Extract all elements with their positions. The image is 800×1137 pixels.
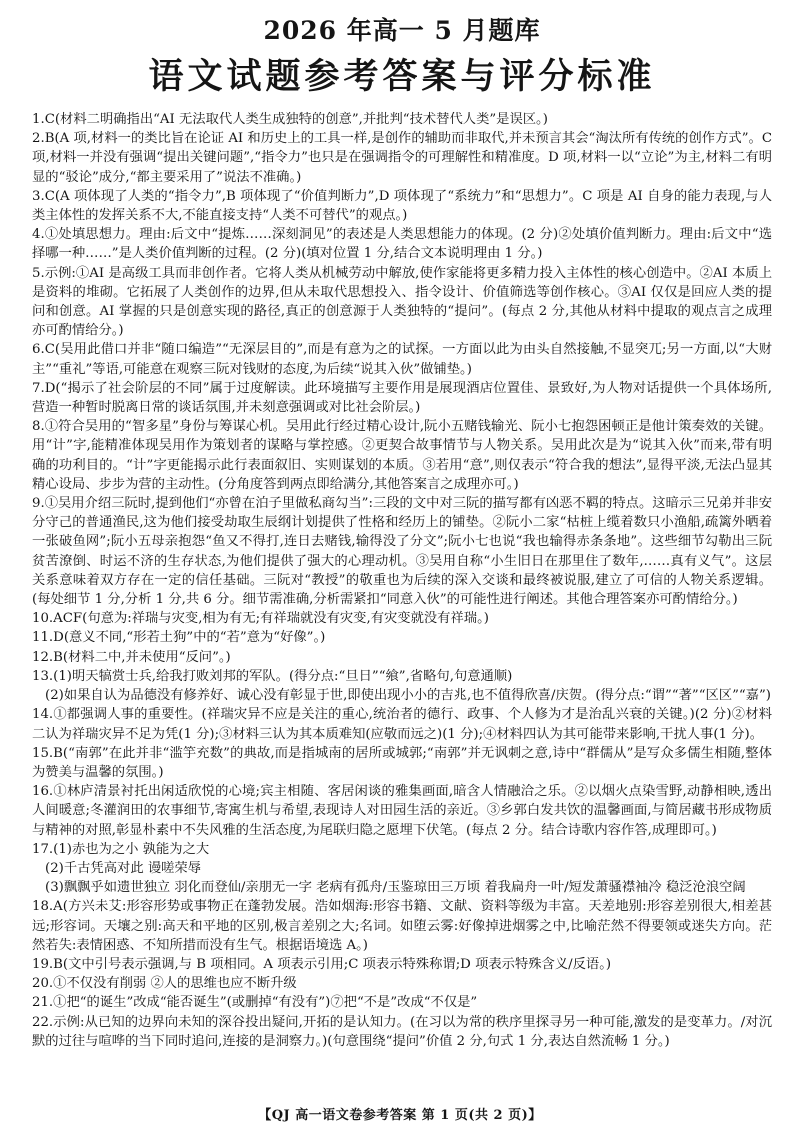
- answer-number: 1.: [32, 112, 45, 127]
- answer-item: [32, 648, 772, 667]
- answer-item: [32, 667, 772, 705]
- answer-number: 20.: [32, 976, 54, 992]
- answer-item: [32, 897, 772, 955]
- answer-text: (1)明天犒赏士兵,给我打败刘邦的军队。(得分点:“旦日”“飨”,省略句,句意通顺): [53, 668, 513, 684]
- answer-item: [32, 264, 772, 341]
- answer-text: (1)赤也为之小 孰能为之大: [53, 841, 210, 857]
- answer-text: B(A 项,材料一的类比旨在论证 AI 和历史上的工具一样,是创作的辅助而非取代,并未预言其会“淘汰所有传统的创作方式”。C 项,材料一并没有强调“提出关键问题”,“指令力”也只是在强调指令的可理解性和精准度。D 项,材料一以“立论”为主,材料二有明显的“驳论”成分,“都主要采用了”说法不准确。): [32, 131, 772, 185]
- answer-item: [32, 340, 772, 378]
- answer-number: 10.: [32, 611, 54, 627]
- answer-item: [32, 840, 772, 898]
- answer-item: [32, 1013, 772, 1051]
- answer-text: C(吴用此借口并非“随口编造”“无深层目的”,而是有意为之的试探。一方面以此为由头自然接触,不显突兀;另一方面,以“大财主”“重礼”等语,可能意在观察三阮对钱财的态度,为后续“说其入伙”做铺垫。): [32, 342, 772, 377]
- answer-number: 18.: [32, 899, 54, 915]
- answer-text: ①都强调人事的重要性。(祥瑞灾异不应是关注的重心,统治者的德行、政事、个人修为才是治乱兴衰的关键。)(2 分)②材料二认为祥瑞灾异不足为凭(1 分);③材料三认为其本质难知(应敬而远之)(1 分);④材料四认为其可能带来影响,干扰人事(1 分)。: [32, 707, 772, 742]
- answer-number: 15.: [32, 745, 54, 761]
- answer-item: [32, 993, 772, 1012]
- answer-number: 3.: [32, 188, 45, 204]
- answer-text: B(材料二中,并未使用“反问”。): [53, 649, 231, 665]
- answer-text: 示例:从已知的边界向未知的深谷投出疑问,开拓的是认知力。(在习以为常的秩序里探寻另一种可能,激发的是变革力。/对沉默的过往与喧哗的当下同时追问,连接的是洞察力。)(句意围绕“提问”价值 2 分,句式 1 分,表达自然流畅 1 分。): [32, 1014, 772, 1049]
- answer-number: 19.: [32, 956, 54, 972]
- answer-number: 5.: [32, 265, 45, 281]
- answer-number: 4.: [32, 227, 45, 243]
- answer-item: [32, 628, 772, 647]
- document-title: 语文试题参考答案与评分标准: [148, 56, 656, 97]
- answer-text: 示例:①AI 是高级工具而非创作者。它将人类从机械劳动中解放,使作家能将更多精力投入主体性的核心创造中。②AI 本质上是资料的堆砌。它拓展了人类创作的边界,但从未取代思想投入、指令设计、价值筛选等创作核心。③AI 仅仅是回应人类的提问和创意。AI 掌握的只是创意实现的路径,真正的创意源于人类独特的“提问”。(每点 2 分,其他从材料中提取的观点言之成理亦可酌情给分。): [32, 265, 772, 339]
- answer-item: [32, 744, 772, 782]
- answer-item: [32, 417, 772, 494]
- answer-number: 21.: [32, 995, 54, 1011]
- answer-item: [32, 225, 772, 263]
- answer-subline: (2)千古凭高对此 谩嗟荣辱: [45, 860, 202, 876]
- answer-text: ①林庐清景衬托出闲适欣悦的心境;宾主相随、客居闲谈的雅集画面,暗含人情融洽之乐。②以烟火点染雪野,动静相映,透出人间暖意;冬灌润田的农事细节,寄寓生机与希望,表现诗人对田园生活的亲近。③乡郭白发共饮的温馨画面,与简居藏书形成物质与精神的对照,彰显朴素中不失风雅的生活态度,为尾联归隐之愿埋下伏笔。(每点 2 分。结合诗歌内容作答,成理即可。): [32, 784, 772, 838]
- answer-subline: (2)如果自认为品德没有修养好、诚心没有彰显于世,即使出现小小的吉兆,也不值得欣喜/庆贺。(得分点:“谓”“著”“区区”“嘉”): [45, 688, 771, 704]
- answer-item: [32, 110, 772, 129]
- answer-number: 17.: [32, 841, 54, 857]
- answer-number: 22.: [32, 1014, 54, 1030]
- answer-number: 6.: [32, 342, 45, 358]
- answer-list: [32, 110, 772, 1051]
- answer-item: [32, 705, 772, 743]
- exam-subtitle: 2026 年高一 5 月题库: [263, 16, 541, 45]
- answer-item: [32, 187, 772, 225]
- answer-text: ①符合吴用的“智多星”身份与筹谋心机。吴用此行经过精心设计,阮小五赌钱输光、阮小七抱怨困顿正是他计策奏效的关键。用“计”字,能精准体现吴用作为策划者的谋略与掌控感。②更契合故事情节与人物关系。吴用此次是为“说其入伙”而来,带有明确的功利目的。“计”字更能揭示此行表面叙旧、实则谋划的本质。③若用“意”,则仅表示“符合我的想法”,显得平淡,无法凸显其精心设局、步步为营的主动性。(分角度答到两点即给满分,其他答案言之成理亦可。): [32, 419, 772, 492]
- answer-text: ①把“的诞生”改成“能否诞生”(或删掉“有没有”)⑦把“不是”改成“不仅是”: [53, 995, 478, 1011]
- answer-number: 16.: [32, 784, 54, 800]
- header: [32, 14, 772, 100]
- page-footer: 【QJ 高一语文卷参考答案 第 1 页(共 2 页)】: [258, 1108, 542, 1123]
- answer-text: ①吴用介绍三阮时,提到他们“亦曾在泊子里做私商勾当”:三段的文中对三阮的描写都有凶恶不羁的特点。这暗示三兄弟并非安分守己的普通渔民,这为他们接受劫取生辰纲计划提供了性格和经历上的铺垫。②阮小二家“枯桩上缆着数只小渔船,疏篱外晒着一张破鱼网”;阮小五母亲抱怨“鱼又不得打,连日去赌钱,输得没了分文”;阮小七也说“我也输得赤条条地”。这些细节勾勒出三阮贫苦潦倒、时运不济的生存状态,为他们提供了强大的心理动机。③吴用自称“小生旧日在那里住了数年,……真有义气”。这层关系意味着双方存在一定的信任基础。三阮对“教授”的敬重也为后续的深入交谈和最终被说服,建立了可信的人物关系逻辑。(每处细节 1 分,分析 1 分,共 6 分。细节需准确,分析需紧扣“同意入伙”的可能性进行阐述。其他合理答案亦可酌情给分。): [32, 496, 772, 608]
- answer-number: 8.: [32, 419, 45, 435]
- answer-item: [32, 974, 772, 993]
- answer-number: 2.: [32, 131, 45, 147]
- answer-text: B(文中引号表示强调,与 B 项相同。A 项表示引用;C 项表示特殊称谓;D 项表示特殊含义/反语。): [53, 956, 612, 972]
- answer-subline: (3)飘飘乎如遗世独立 羽化而登仙/亲朋无一字 老病有孤舟/玉鉴琼田三万顷 着我扁舟一叶/短发萧骚襟袖冷 稳泛沧浪空阔: [45, 880, 746, 896]
- answer-text: D(意义不同,“形若土狗”中的“若”意为“好像”。): [53, 630, 326, 646]
- answer-number: 7.: [32, 380, 45, 396]
- answer-number: 14.: [32, 707, 54, 723]
- answer-number: 11.: [32, 630, 54, 646]
- answer-item: [32, 494, 772, 609]
- answer-number: 9.: [32, 496, 45, 512]
- answer-number: 13.: [32, 668, 54, 684]
- answer-text: C(A 项体现了人类的“指令力”,B 项体现了“价值判断力”,D 项体现了“系统力”和“思想力”。C 项是 AI 自身的能力表现,与人类主体性的发挥关系不大,不能直接支持“人类不可替代”的观点。): [32, 188, 772, 224]
- answer-item: [32, 609, 772, 628]
- answer-text: ①处填思想力。理由:后文中“提炼……深刻洞见”的表述是人类思想能力的体现。(2 分)②处填价值判断力。理由:后文中“选择哪一种……”是人类价值判断的过程。(2 分)(填对位置 1 分,结合文本说明理由 1 分。): [32, 227, 772, 262]
- answer-number: 12.: [32, 649, 54, 665]
- answer-text: ①不仅没有削弱 ②人的思维也应不断升级: [53, 976, 297, 992]
- answer-item: [32, 379, 772, 417]
- answer-text: A(方兴未艾:形容形势或事物正在蓬勃发展。浩如烟海:形容书籍、文献、资料等级为丰富。天差地别:形容差别很大,相差甚远;形容词。天壤之别:高天和平地的区别,极言差别之大;名词。如堕云雾:好像掉进烟雾之中,比喻茫然不得要领或迷失方向。茫然若失:表情困惑、不知所措而没有生气。根据语境选 A。): [32, 899, 772, 953]
- answer-item: [32, 129, 772, 187]
- answer-text: C(材料二明确指出“AI 无法取代人类生成独特的创意”,并批判“技术替代人类”是误区。): [44, 112, 548, 127]
- answer-text: D(“揭示了社会阶层的不同”属于过度解读。此环境描写主要作用是展现酒店位置佳、景致好,为人物对话提供一个具体场所,营造一种暂时脱离日常的谈话氛围,并未刻意强调或对比社会阶层。): [32, 380, 772, 416]
- answer-text: ACF(句意为:祥瑞与灾变,相为有无;有祥瑞就没有灾变,有灾变就没有祥瑞。): [53, 611, 489, 627]
- answer-item: [32, 955, 772, 974]
- answer-text: B(“南郭”在此并非“滥竽充数”的典故,而是指城南的居所或城郭;“南郭”并无讽刺之意,诗中“群儒从”是写众多儒生相随,整体为赞美与温馨的氛围。): [32, 745, 772, 780]
- answer-item: [32, 782, 772, 840]
